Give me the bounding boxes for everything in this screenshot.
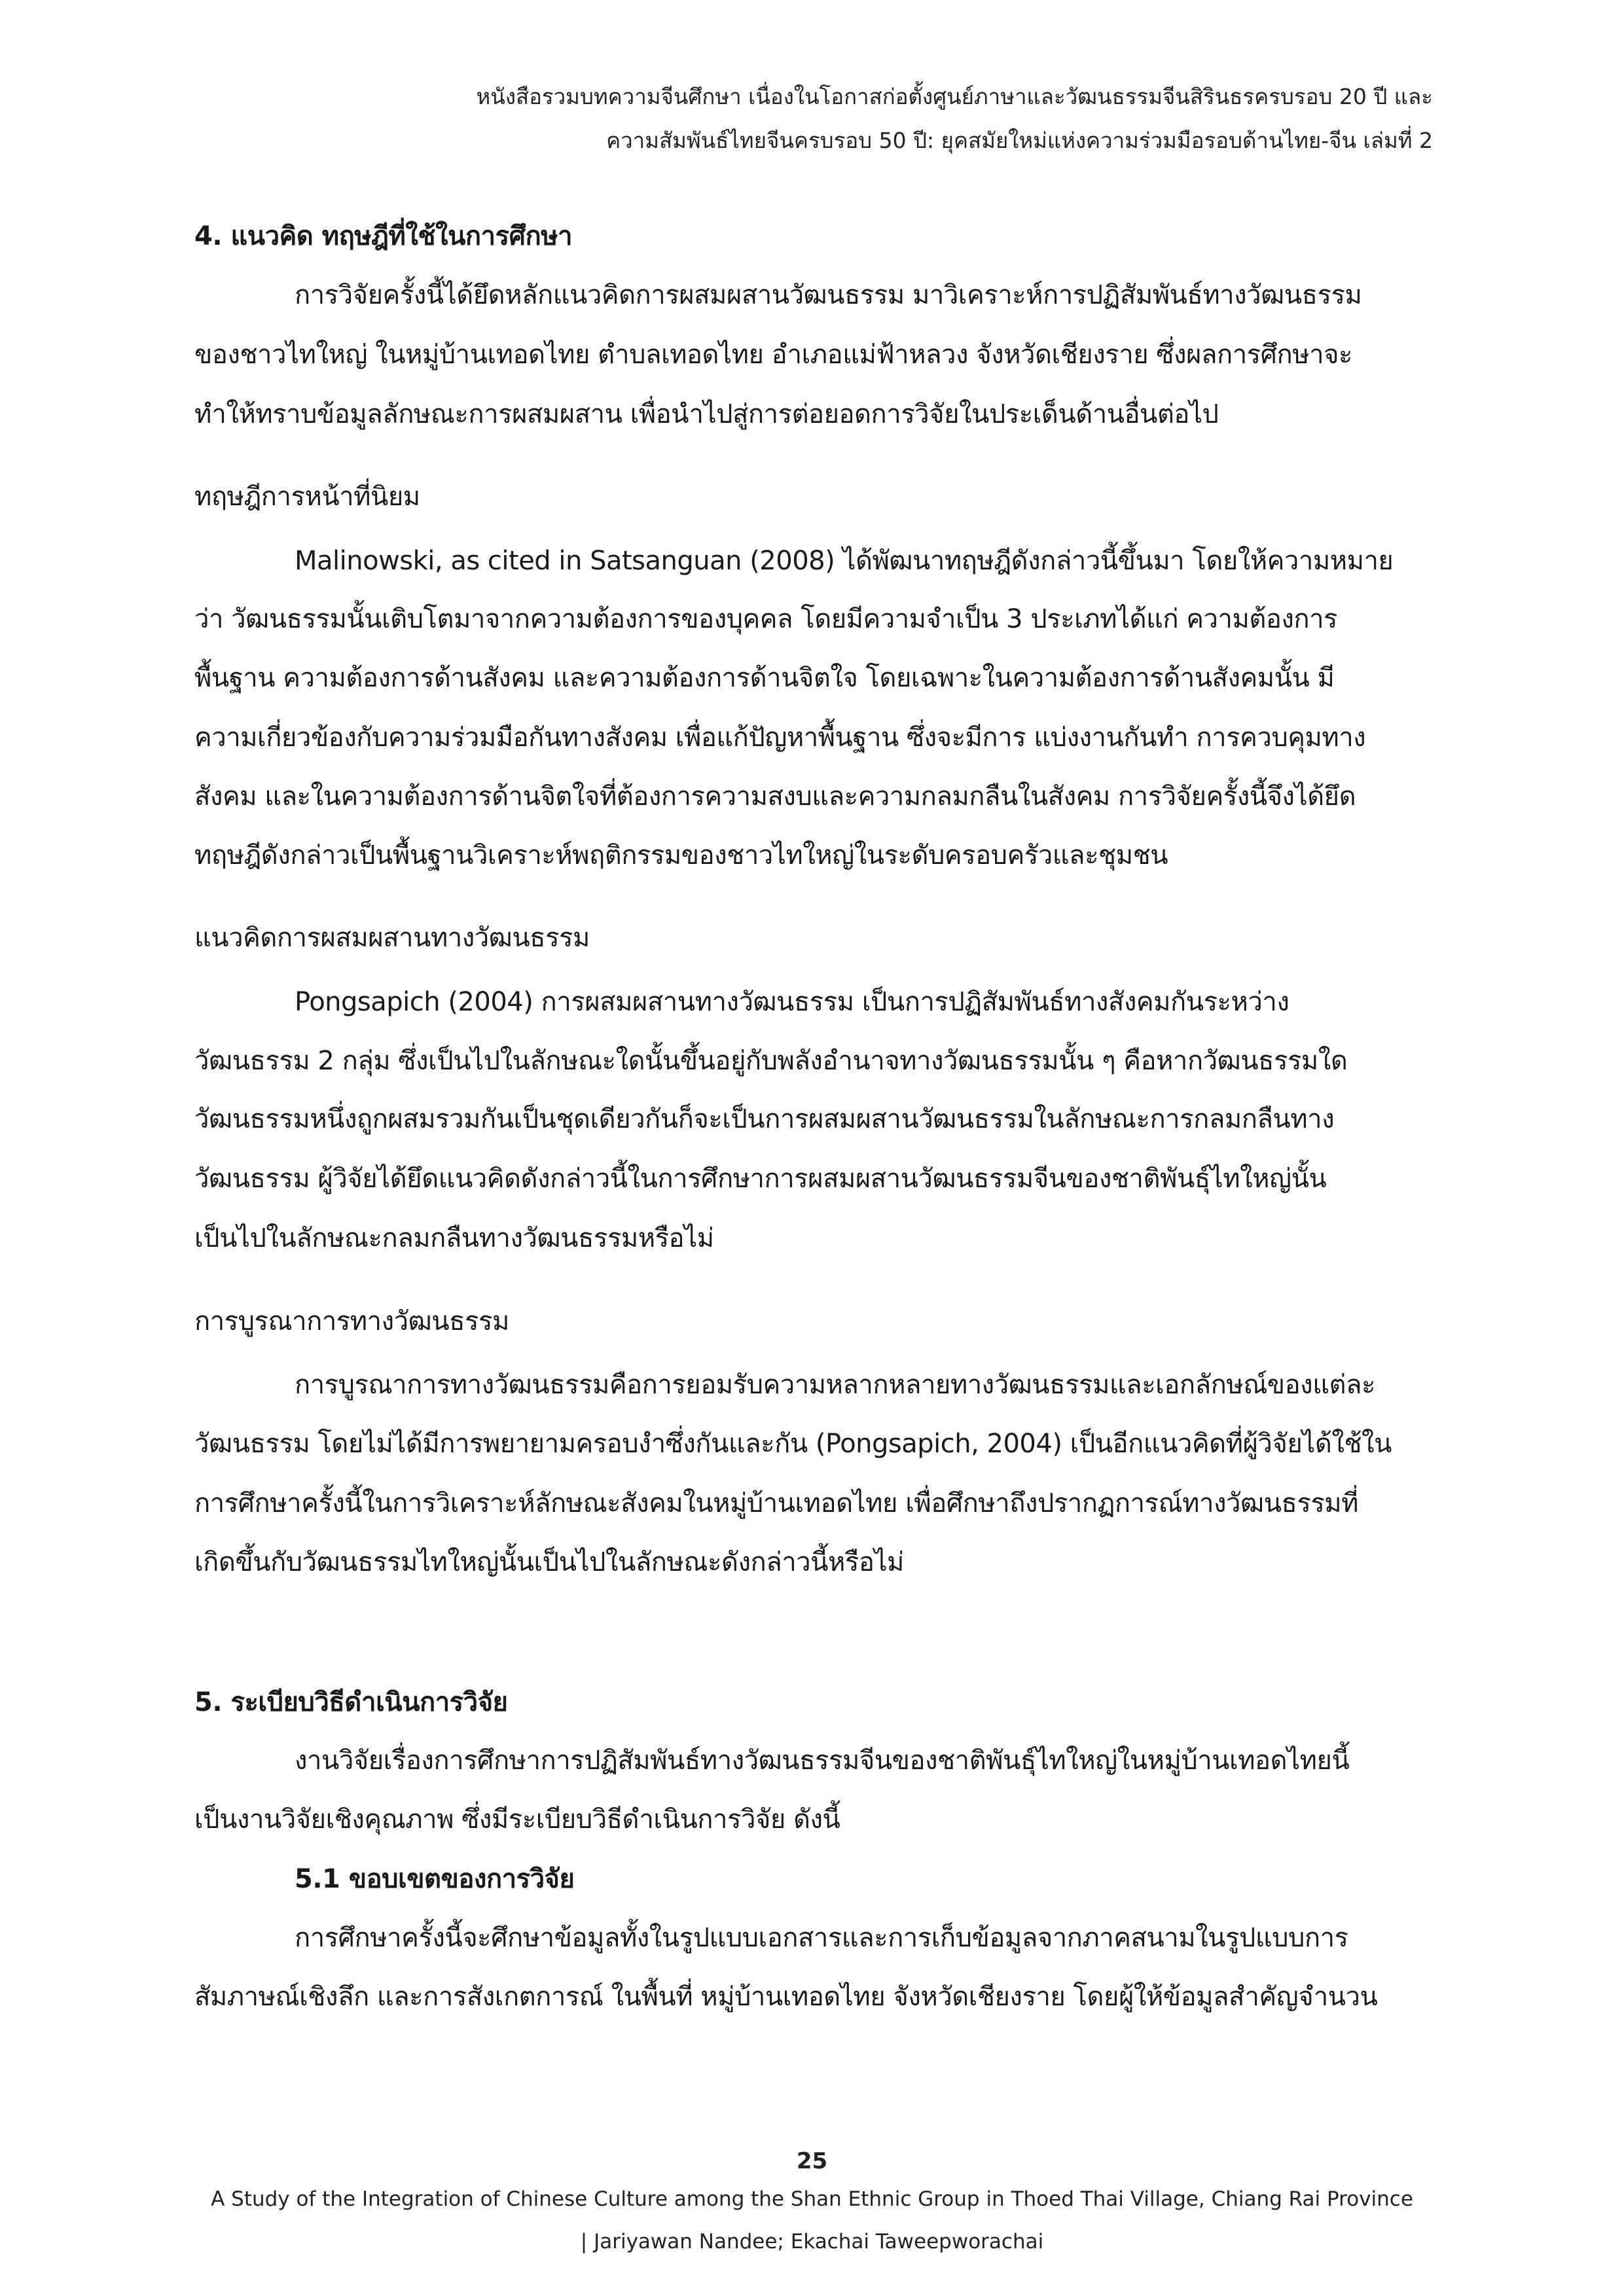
paragraph-line: การบูรณาการทางวัฒนธรรมคือการยอมรับความหลากหลายทางวัฒนธรรมและเอกลักษณ์ของแต่ละ <box>295 1370 1375 1400</box>
paragraph-line: วัฒนธรรม 2 กลุ่ม ซึ่งเป็นไปในลักษณะใดนั้นขึ้นอยู่กับพลังอำนาจทางวัฒนธรรมนั้น ๆ คือหากวัฒนธรรมใด <box>194 1046 1348 1076</box>
paragraph-line: เป็นไปในลักษณะกลมกลืนทางวัฒนธรรมหรือไม่ <box>194 1223 714 1253</box>
section-4-heading: 4. แนวคิด ทฤษฎีที่ใช้ในการศึกษา <box>194 221 573 251</box>
paragraph-line: ทำให้ทราบข้อมูลลักษณะการผสมผสาน เพื่อนำไปสู่การต่อยอดการวิจัยในประเด็นด้านอื่นต่อไป <box>194 399 1219 429</box>
paragraph-line: ว่า วัฒนธรรมนั้นเติบโตมาจากความต้องการของบุคคล โดยมีความจำเป็น 3 ประเภทได้แก่ ความต้องการ <box>194 604 1338 634</box>
paragraph-line: Pongsapich (2004) การผสมผสานทางวัฒนธรรม เป็นการปฏิสัมพันธ์ทางสังคมกันระหว่าง <box>295 987 1290 1017</box>
paragraph-line: สัมภาษณ์เชิงลึก และการสังเกตการณ์ ในพื้นที่ หมู่บ้านเทอดไทย จังหวัดเชียงราย โดยผู้ให้ข้อมูลสำคัญจำนวน <box>194 1982 1378 2012</box>
paragraph-line: งานวิจัยเรื่องการศึกษาการปฏิสัมพันธ์ทางวัฒนธรรมจีนของชาติพันธุ์ไทใหญ่ในหมู่บ้านเทอดไทยนี้ <box>295 1746 1350 1776</box>
subsection-title-functionalism: ทฤษฎีการหน้าที่นิยม <box>194 482 420 512</box>
paragraph-line: การศึกษาครั้งนี้ในการวิเคราะห์ลักษณะสังคมในหมู่บ้านเทอดไทย เพื่อศึกษาถึงปรากฏการณ์ทางวัฒนธรรมที่ <box>194 1488 1359 1518</box>
page-number: 25 <box>796 2148 828 2174</box>
paragraph-line: ของชาวไทใหญ่ ในหมู่บ้านเทอดไทย ตำบลเทอดไทย อำเภอแม่ฟ้าหลวง จังหวัดเชียงราย ซึ่งผลการศึกษาจะ <box>194 340 1353 370</box>
paragraph-line: การวิจัยครั้งนี้ได้ยึดหลักแนวคิดการผสมผสานวัฒนธรรม มาวิเคราะห์การปฏิสัมพันธ์ทางวัฒนธรรม <box>295 280 1362 310</box>
footer-authors: | Jariyawan Nandee; Ekachai Taweepworachai <box>580 2230 1044 2253</box>
paragraph-line: เป็นงานวิจัยเชิงคุณภาพ ซึ่งมีระเบียบวิธีดำเนินการวิจัย ดังนี้ <box>194 1804 840 1835</box>
paragraph-line: ทฤษฎีดังกล่าวเป็นพื้นฐานวิเคราะห์พฤติกรรมของชาวไทใหญ่ในระดับครอบครัวและชุมชน <box>194 840 1168 870</box>
paragraph-line: การศึกษาครั้งนี้จะศึกษาข้อมูลทั้งในรูปแบบเอกสารและการเก็บข้อมูลจากภาคสนามในรูปแบบการ <box>295 1923 1348 1953</box>
paragraph-line: สังคม และในความต้องการด้านจิตใจที่ต้องการความสงบและความกลมกลืนในสังคม การวิจัยครั้งนี้จึงได้ยึด <box>194 781 1356 812</box>
paragraph-line: วัฒนธรรม โดยไม่ได้มีการพยายามครอบงำซึ่งกันและกัน (Pongsapich, 2004) เป็นอีกแนวคิดที่ผู้วิจัยได้ใช้ใน <box>194 1429 1392 1459</box>
paragraph-line: ความเกี่ยวข้องกับความร่วมมือกันทางสังคม เพื่อแก้ปัญหาพื้นฐาน ซึ่งจะมีการ แบ่งงานกันทำ การควบคุมทาง <box>194 723 1366 753</box>
paragraph-line: วัฒนธรรม ผู้วิจัยได้ยึดแนวคิดดังกล่าวนี้ในการศึกษาการผสมผสานวัฒนธรรมจีนของชาติพันธุ์ไทใหญ่นั้น <box>194 1164 1327 1194</box>
paragraph-line: วัฒนธรรมหนึ่งถูกผสมรวมกันเป็นชุดเดียวกันก็จะเป็นการผสมผสานวัฒนธรรมในลักษณะการกลมกลืนทาง <box>194 1104 1335 1134</box>
header-line-2: ความสัมพันธ์ไทยจีนครบรอบ 50 ปี: ยุคสมัยใหม่แห่งความร่วมมือรอบด้านไทย-จีน เล่มที่ 2 <box>606 128 1433 153</box>
paragraph-line: เกิดขึ้นกับวัฒนธรรมไทใหญ่นั้นเป็นไปในลักษณะดังกล่าวนี้หรือไม่ <box>194 1547 904 1577</box>
subsection-title-cultural-integration: แนวคิดการผสมผสานทางวัฒนธรรม <box>194 923 590 953</box>
paragraph-line: Malinowski, as cited in Satsanguan (2008) ได้พัฒนาทฤษฎีดังกล่าวนี้ขึ้นมา โดยให้ความหมาย <box>295 546 1394 576</box>
subsection-5-1-heading: 5.1 ขอบเขตของการวิจัย <box>295 1864 575 1894</box>
section-5-heading: 5. ระเบียบวิธีดำเนินการวิจัย <box>194 1687 508 1717</box>
footer-article-title: A Study of the Integration of Chinese Culture among the Shan Ethnic Group in Thoed Thai Village, Chiang Rai Province <box>211 2187 1413 2211</box>
header-line-1: หนังสือรวมบทความจีนศึกษา เนื่องในโอกาสก่อตั้งศูนย์ภาษาและวัฒนธรรมจีนสิรินธรครบรอบ 20 ปี และ <box>476 84 1433 109</box>
subsection-title-cultural-pluralism: การบูรณาการทางวัฒนธรรม <box>194 1306 509 1336</box>
paragraph-line: พื้นฐาน ความต้องการด้านสังคม และความต้องการด้านจิตใจ โดยเฉพาะในความต้องการด้านสังคมนั้น มี <box>194 663 1335 693</box>
